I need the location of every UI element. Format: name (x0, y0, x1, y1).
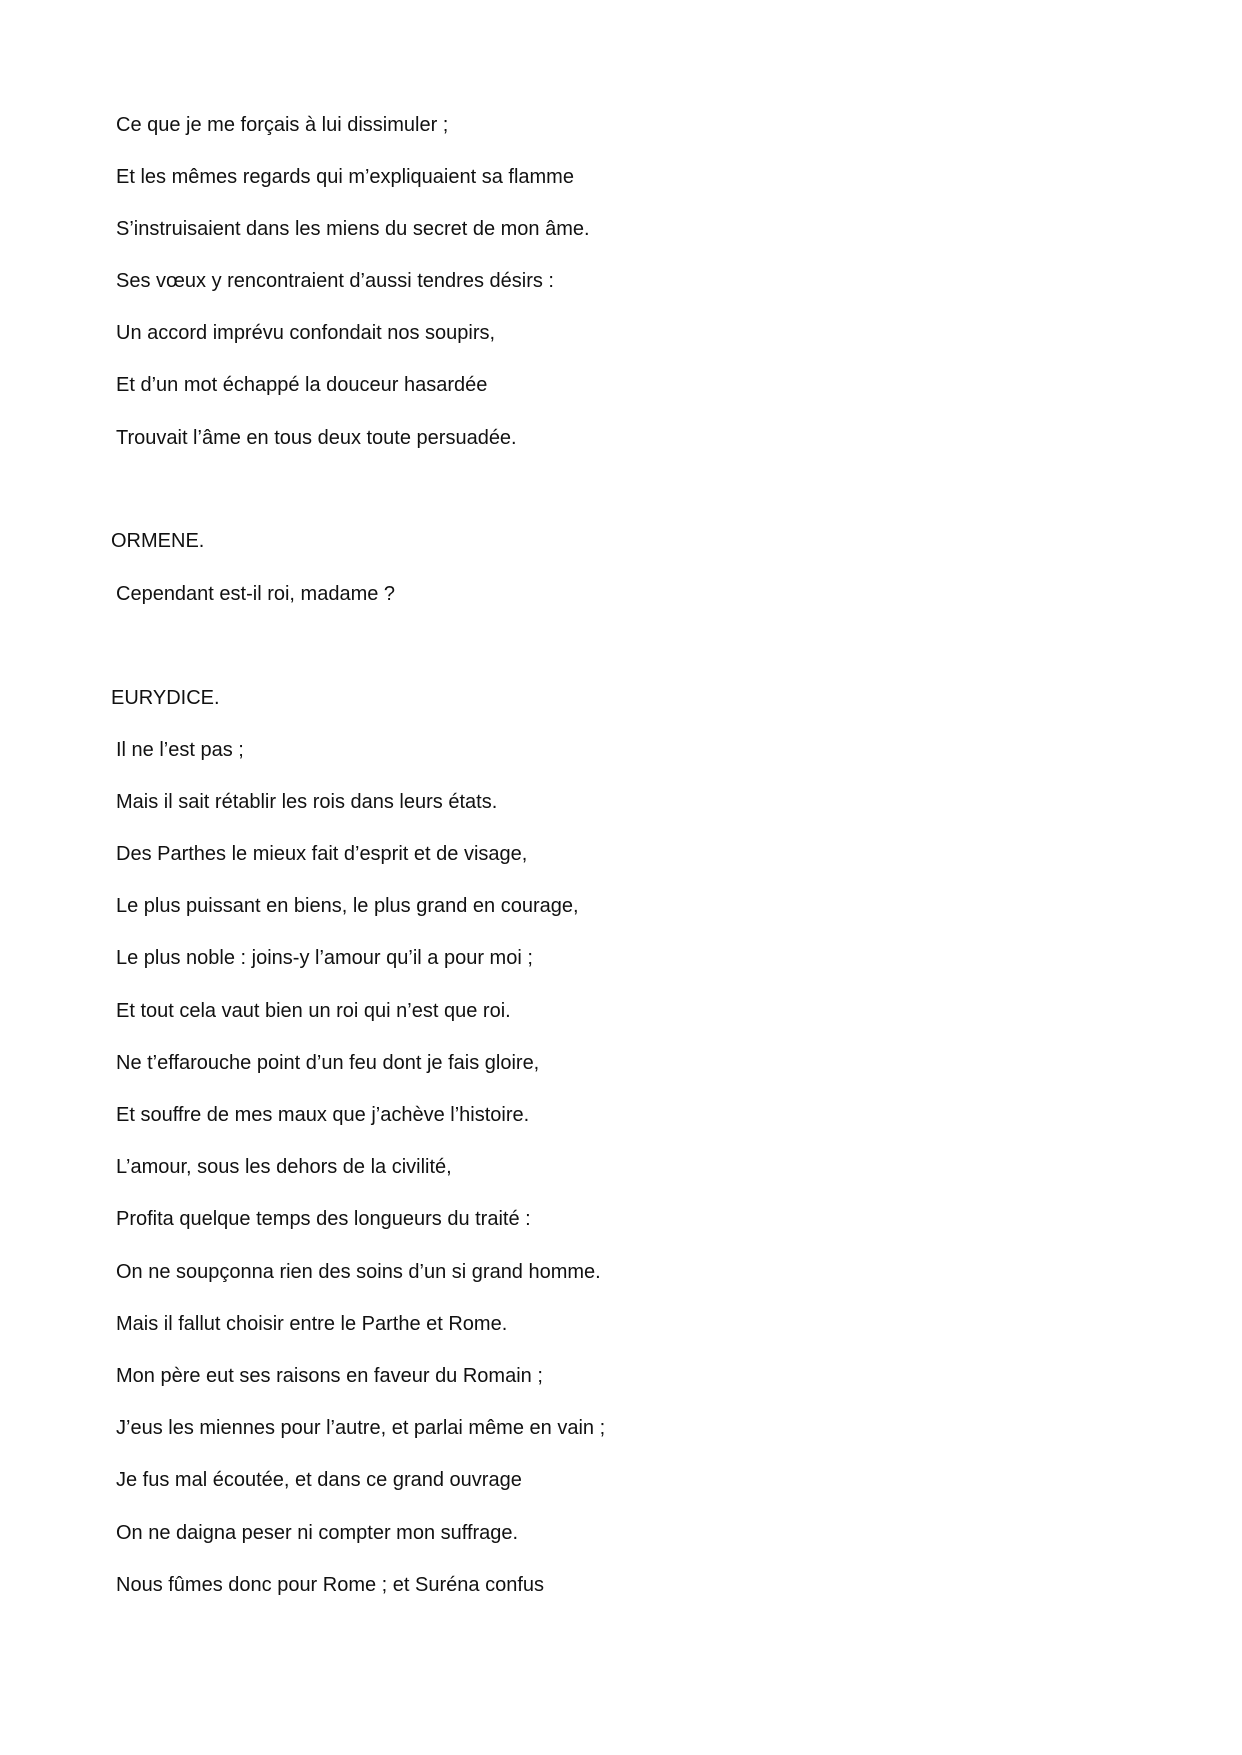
verse-line: On ne daigna peser ni compter mon suffrage. (116, 1522, 519, 1544)
verse-line: Je fus mal écoutée, et dans ce grand ouvrage (116, 1469, 522, 1491)
verse-line: Ce que je me forçais à lui dissimuler ; (116, 114, 449, 136)
verse-line: S’instruisaient dans les miens du secret de mon âme. (116, 218, 590, 240)
verse-line: On ne soupçonna rien des soins d’un si grand homme. (116, 1261, 601, 1283)
speaker-name: EURYDICE. (111, 687, 220, 709)
verse-line: Trouvait l’âme en tous deux toute persuadée. (116, 427, 517, 449)
verse-line: Et les mêmes regards qui m’expliquaient sa flamme (116, 166, 574, 188)
verse-line: Le plus puissant en biens, le plus grand en courage, (116, 895, 579, 917)
verse-line: Mais il sait rétablir les rois dans leurs états. (116, 791, 498, 813)
verse-line: Il ne l’est pas ; (116, 739, 244, 761)
verse-line: J’eus les miennes pour l’autre, et parlai même en vain ; (116, 1417, 606, 1439)
verse-line: Un accord imprévu confondait nos soupirs, (116, 322, 496, 344)
verse-line: Mon père eut ses raisons en faveur du Romain ; (116, 1365, 543, 1387)
verse-line: Et d’un mot échappé la douceur hasardée (116, 374, 488, 396)
verse-line: Nous fûmes donc pour Rome ; et Suréna confus (116, 1574, 545, 1596)
verse-line: L’amour, sous les dehors de la civilité, (116, 1156, 452, 1178)
verse-line: Le plus noble : joins-y l’amour qu’il a pour moi ; (116, 947, 533, 969)
verse-line: Profita quelque temps des longueurs du traité : (116, 1208, 531, 1230)
verse-line: Mais il fallut choisir entre le Parthe et Rome. (116, 1313, 508, 1335)
verse-line: Et souffre de mes maux que j’achève l’histoire. (116, 1104, 530, 1126)
verse-line: Des Parthes le mieux fait d’esprit et de visage, (116, 843, 528, 865)
verse-line: Ses vœux y rencontraient d’aussi tendres désirs : (116, 270, 554, 292)
verse-line: Ne t’effarouche point d’un feu dont je fais gloire, (116, 1052, 540, 1074)
verse-line: Cependant est-il roi, madame ? (116, 583, 396, 605)
speaker-name: ORMENE. (111, 530, 205, 552)
verse-line: Et tout cela vaut bien un roi qui n’est que roi. (116, 1000, 511, 1022)
